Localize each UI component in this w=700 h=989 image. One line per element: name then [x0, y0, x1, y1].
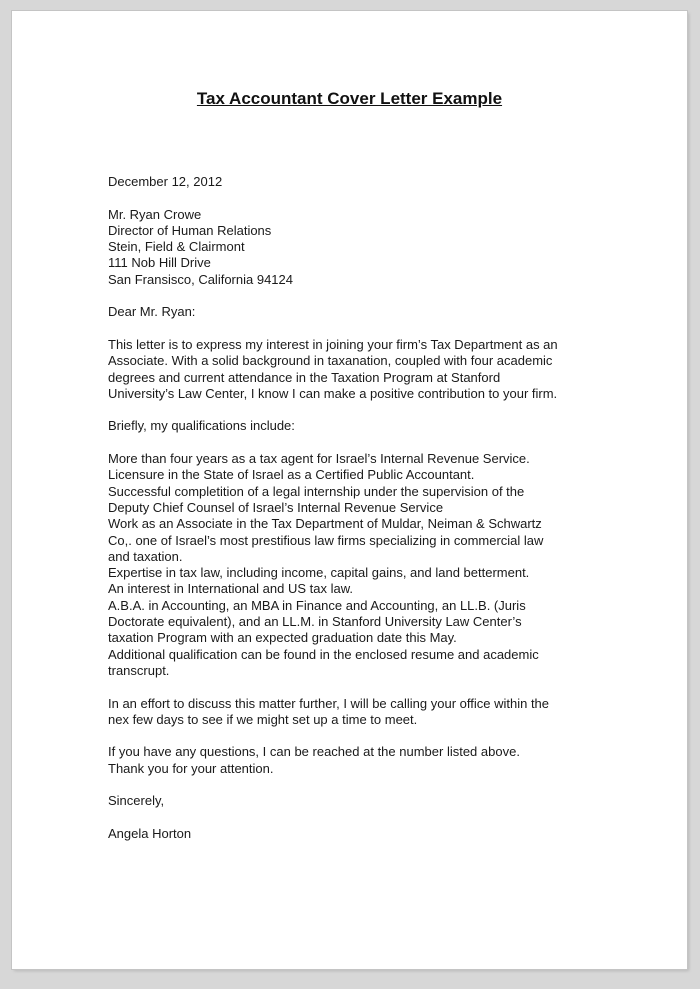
- qualification-line: transcrupt.: [108, 662, 170, 678]
- closing-paragraph: [108, 744, 608, 777]
- recipient-line: Director of Human Relations: [108, 222, 272, 238]
- qualification-line: Additional qualification can be found in the enclosed resume and academic: [108, 646, 539, 662]
- recipient-address: [108, 207, 608, 288]
- signature-name: Angela Horton: [108, 825, 192, 841]
- qualification-line: Co,. one of Israel’s most prestifious law firms specializing in commercial law: [108, 532, 544, 548]
- qualification-line: and taxation.: [108, 548, 183, 564]
- qualifications-list: [108, 451, 608, 679]
- qualification-line: Licensure in the State of Israel as a Certified Public Accountant.: [108, 467, 475, 483]
- paragraph-line: Associate. With a solid background in taxanation, coupled with four academic: [108, 353, 553, 369]
- intro-paragraph: [108, 337, 608, 402]
- paragraph-line: Thank you for your attention.: [108, 760, 274, 776]
- qualification-line: Expertise in tax law, including income, capital gains, and land betterment.: [108, 565, 530, 581]
- qualification-line: Deputy Chief Counsel of Israel’s Internal Revenue Service: [108, 499, 444, 515]
- qualification-line: An interest in International and US tax law.: [108, 581, 353, 597]
- recipient-line: Mr. Ryan Crowe: [108, 206, 202, 222]
- letter-body: [108, 174, 608, 842]
- paragraph-line: This letter is to express my interest in joining your firm’s Tax Department as an: [108, 336, 558, 352]
- salutation: Dear Mr. Ryan:: [108, 304, 196, 320]
- qualification-line: More than four years as a tax agent for Israel’s Internal Revenue Service.: [108, 451, 530, 467]
- qualification-line: Successful completition of a legal internship under the supervision of the: [108, 483, 525, 499]
- paragraph-line: If you have any questions, I can be reached at the number listed above.: [108, 744, 520, 760]
- qualification-line: A.B.A. in Accounting, an MBA in Finance and Accounting, an LL.B. (Juris: [108, 597, 526, 613]
- qualifications-intro: Briefly, my qualifications include:: [108, 418, 295, 434]
- letter-page: [12, 11, 687, 969]
- valediction: Sincerely,: [108, 793, 165, 809]
- followup-paragraph: [108, 696, 608, 729]
- letter-date: December 12, 2012: [108, 174, 223, 189]
- recipient-line: Stein, Field & Clairmont: [108, 239, 245, 255]
- qualification-line: Doctorate equivalent), and an LL.M. in Stanford University Law Center’s: [108, 614, 522, 630]
- qualification-line: taxation Program with an expected graduation date this May.: [108, 630, 457, 646]
- page-title: Tax Accountant Cover Letter Example: [196, 89, 503, 108]
- qualification-line: Work as an Associate in the Tax Department of Muldar, Neiman & Schwartz: [108, 516, 542, 532]
- paragraph-line: In an effort to discuss this matter further, I will be calling your office within the: [108, 695, 550, 711]
- paragraph-line: degrees and current attendance in the Taxation Program at Stanford: [108, 369, 501, 385]
- recipient-line: San Fransisco, California 94124: [108, 271, 293, 287]
- paragraph-line: University’s Law Center, I know I can make a positive contribution to your firm.: [108, 385, 558, 401]
- recipient-line: 111 Nob Hill Drive: [108, 255, 211, 271]
- paragraph-line: nex few days to see if we might set up a time to meet.: [108, 711, 418, 727]
